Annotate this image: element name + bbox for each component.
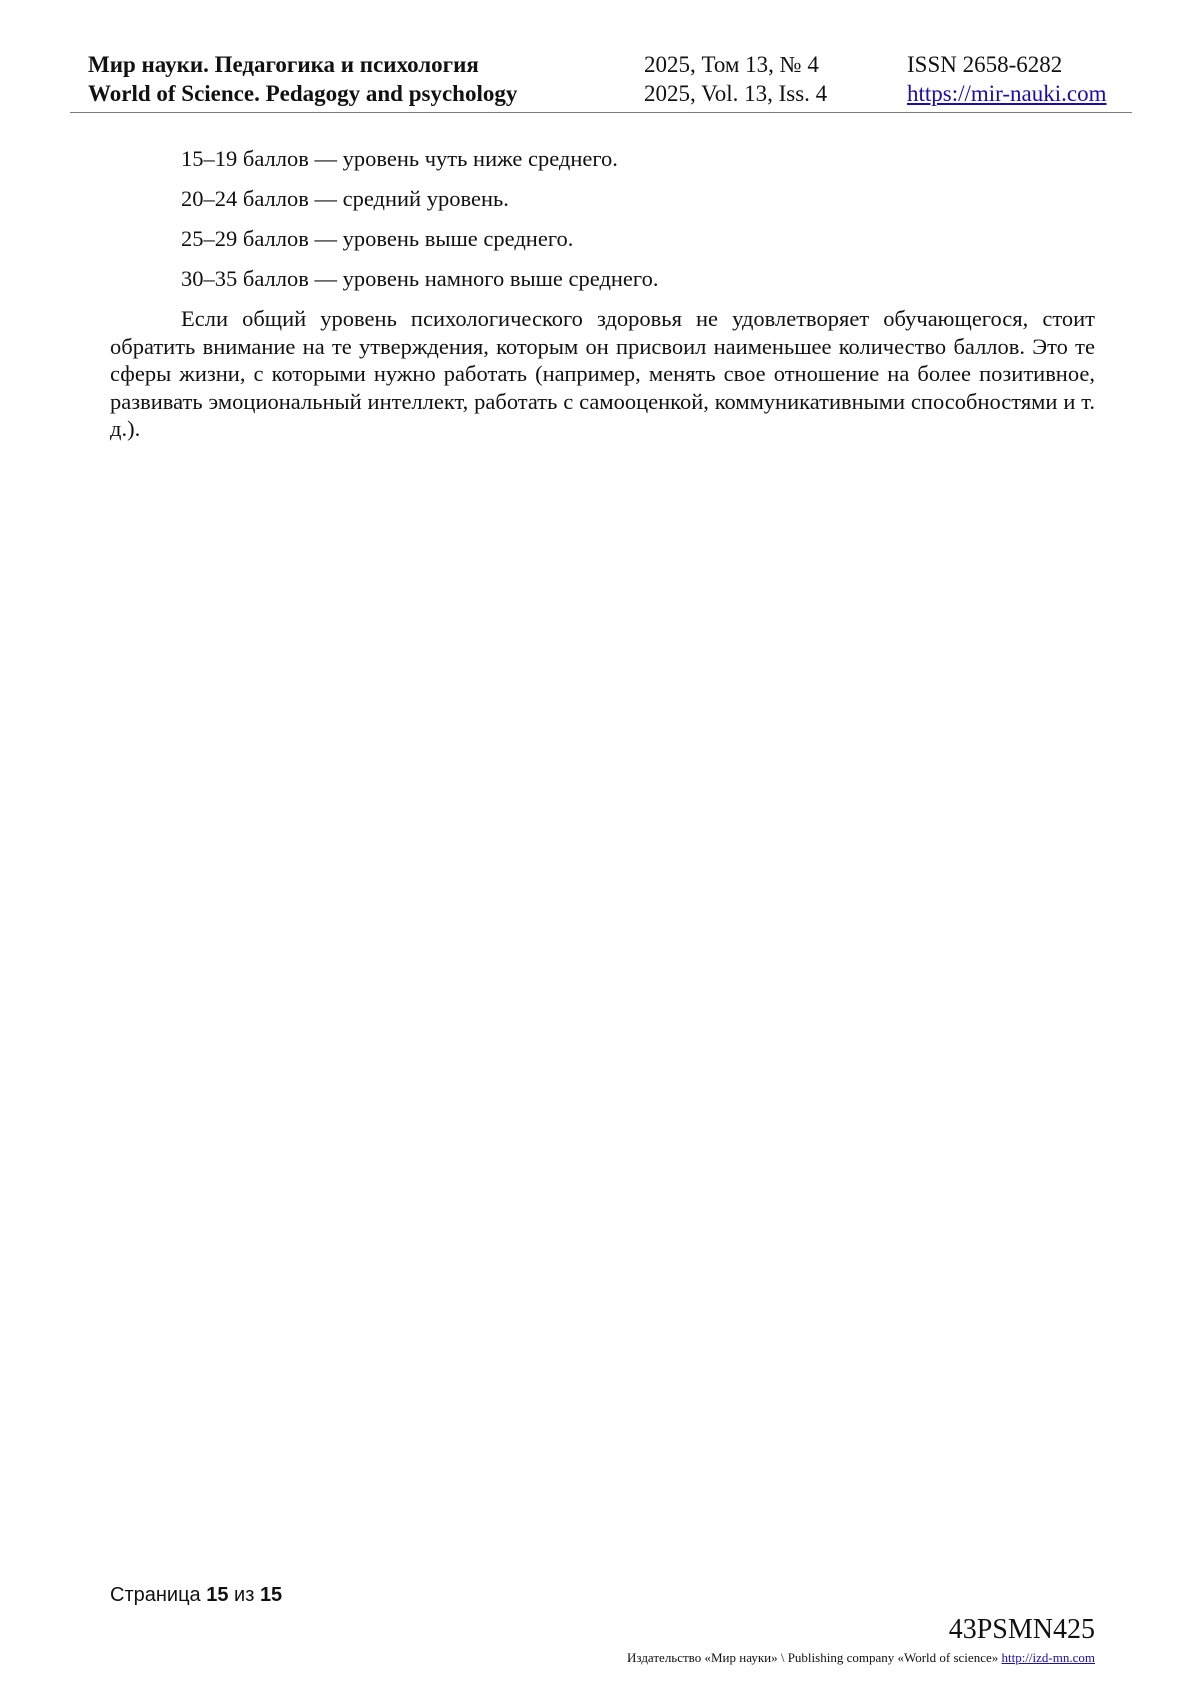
journal-title-ru: Мир науки. Педагогика и психология bbox=[88, 52, 479, 77]
score-level-line: 20–24 баллов — средний уровень. bbox=[181, 186, 509, 211]
page-current-number: 15 bbox=[206, 1584, 229, 1606]
page-counter bbox=[110, 1584, 282, 1607]
journal-title-block bbox=[88, 50, 517, 108]
page-counter-prefix: Страница bbox=[110, 1584, 201, 1606]
publisher-website-link[interactable]: http://izd-mn.com bbox=[1001, 1650, 1095, 1665]
publisher-line bbox=[627, 1650, 1095, 1666]
body-paragraph: Если общий уровень психологического здоровья не удовлетворяет обучающегося, стоит обратить внимание на те утверждения, которым он присвоил наименьшее количество баллов. Это те сферы жизни, с которыми нужно работать (например, менять свое отношение на более позитивное, развивать эмоциональный интеллект, работать с самооценкой, коммуникативными способностями и т. д.). bbox=[110, 306, 1095, 442]
journal-website-link[interactable]: https://mir-nauki.com bbox=[907, 81, 1107, 106]
score-level-line: 15–19 баллов — уровень чуть ниже среднего. bbox=[181, 146, 618, 171]
score-level-line: 25–29 баллов — уровень выше среднего. bbox=[181, 226, 574, 251]
journal-title-en: World of Science. Pedagogy and psychology bbox=[88, 81, 518, 106]
page-counter-separator: из bbox=[234, 1584, 255, 1606]
issue-info-ru: 2025, Том 13, № 4 bbox=[644, 52, 819, 77]
issn-number: ISSN 2658-6282 bbox=[907, 52, 1063, 77]
issn-block bbox=[907, 50, 1107, 108]
page-total-number: 15 bbox=[259, 1584, 283, 1606]
score-level-line: 30–35 баллов — уровень намного выше среднего. bbox=[181, 266, 659, 291]
page-content bbox=[110, 144, 1095, 443]
issue-info-en: 2025, Vol. 13, Iss. 4 bbox=[644, 81, 828, 106]
article-code: 43PSMN425 bbox=[948, 1614, 1095, 1645]
issue-info-block bbox=[644, 50, 827, 108]
publisher-name: Издательство «Мир науки» \ Publishing company «World of science» bbox=[627, 1650, 999, 1665]
running-header bbox=[70, 50, 1132, 113]
